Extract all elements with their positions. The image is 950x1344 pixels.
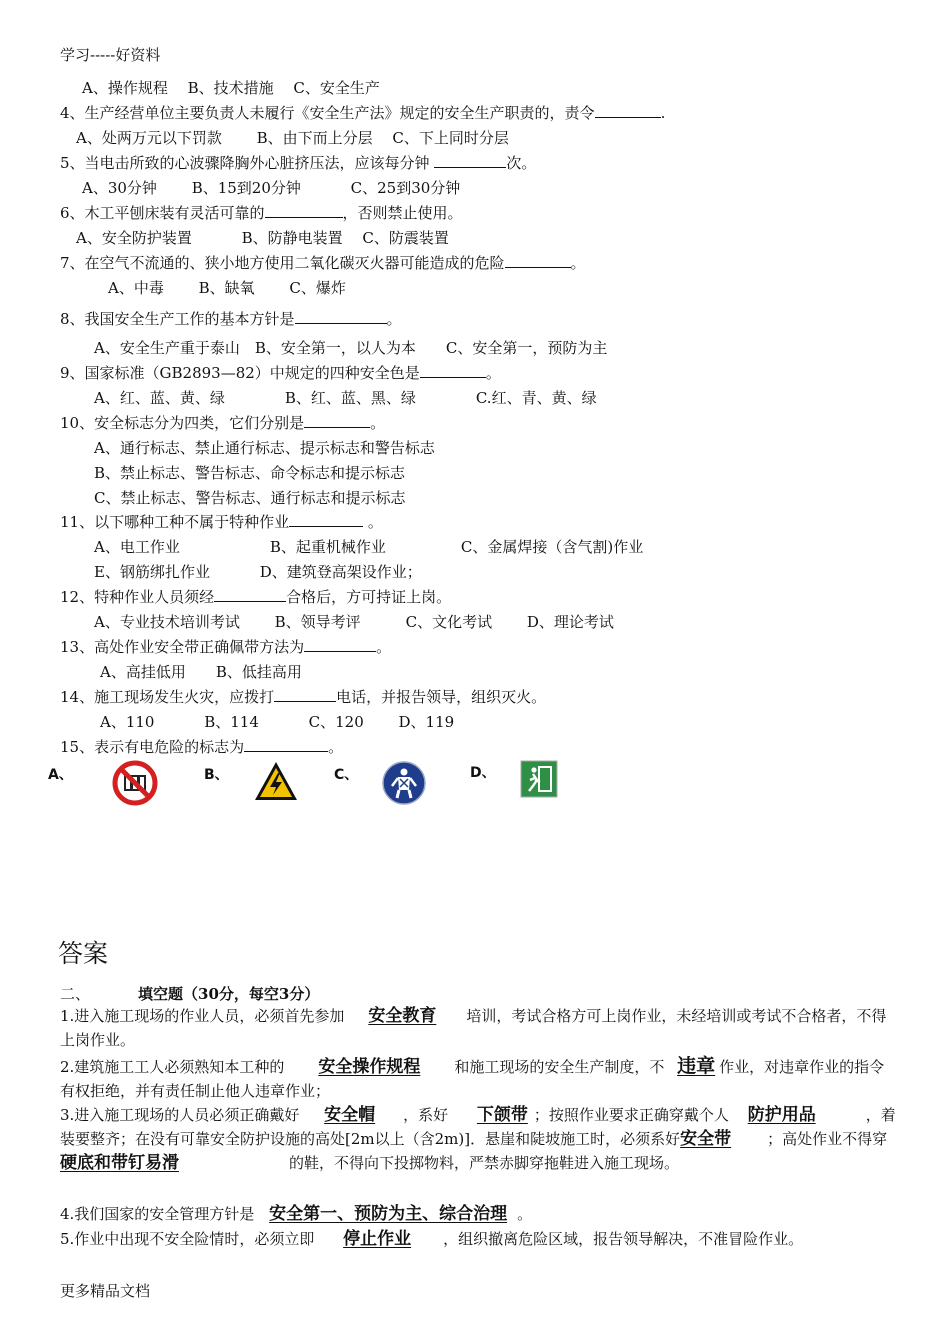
q13-options: A、高挂低用 B、低挂高用 [100, 663, 302, 681]
q10-stem: 10、安全标志分为四类，它们分别是 。 [60, 414, 386, 432]
q15-label-d: D、 [470, 765, 496, 781]
q10-option-c: C、禁止标志、警告标志、通行标志和提示标志 [94, 489, 406, 507]
q13-stem: 13、高处作业安全带正确佩带方法为 。 [60, 638, 392, 656]
q7-options: A、中毒 B、缺氧 C、爆炸 [108, 279, 346, 297]
safety-harness-mandatory-icon [381, 760, 427, 806]
q15-label-a: A、 [48, 767, 73, 783]
answer-4: 4.我们国家的安全管理方针是 安全第一、预防为主、综合治理 。 [60, 1204, 533, 1224]
q3-options: A、操作规程 B、技术措施 C、安全生产 [82, 79, 380, 97]
q8-stem: 8、我国安全生产工作的基本方针是 。 [60, 310, 402, 328]
q7-stem: 7、在空气不流通的、狭小地方使用二氧化碳灭火器可能造成的危险 。 [60, 254, 586, 272]
answer-1: 1.进入施工现场的作业人员，必须首先参加 安全教育 培训，考试合格方可上岗作业，未经培训或考试不合格者，不得上岗作业。 [60, 1006, 887, 1049]
emergency-exit-icon [520, 760, 558, 798]
q10-option-a: A、通行标志、禁止通行标志、提示标志和警告标志 [94, 439, 435, 457]
answer-2: 2.建筑施工工人必须熟知本工种的 安全操作规程 和施工现场的安全生产制度，不 违章 作业，对违章作业的指令有权拒绝，并有责任制止他人违章作业； [60, 1055, 885, 1100]
section-heading: 二、 填空题（30分，每空3分） [60, 985, 320, 1003]
q12-stem: 12、特种作业人员须经 合格后，方可持证上岗。 [60, 588, 452, 606]
q14-options: A、110 B、114 C、120 D、119 [100, 713, 455, 731]
answer-title: 答案 [58, 939, 109, 968]
prohibition-sign-icon [112, 760, 158, 806]
q11-options-1: A、电工作业 B、起重机械作业 C、金属焊接（含气割)作业 [94, 538, 644, 556]
q6-stem: 6、木工平刨床装有灵活可靠的 ，否则禁止使用。 [60, 204, 463, 222]
q4-stem: 4、生产经营单位主要负责人未履行《安全生产法》规定的安全生产职责的，责令 . [60, 104, 666, 122]
q10-option-b: B、禁止标志、警告标志、命令标志和提示标志 [94, 464, 406, 482]
page-footer: 更多精品文档 [60, 1282, 151, 1300]
q15-label-b: B、 [204, 767, 229, 783]
answer-5: 5.作业中出现不安全险情时，必须立即 停止作业 ，组织撤离危险区域，报告领导解决，不准冒险作业。 [60, 1229, 804, 1249]
q15-stem: 15、表示有电危险的标志为 。 [60, 738, 344, 756]
page-header: 学习-----好资料 [60, 46, 161, 64]
q11-stem: 11、以下哪种工种不属于特种作业 。 [60, 513, 383, 531]
q14-stem: 14、施工现场发生火灾，应拨打 电话，并报告领导，组织灭火。 [60, 688, 547, 706]
answer-3: 3.进入施工现场的人员必须正确戴好 安全帽 ，系好 下颌带 ；按照作业要求正确穿戴个人 防护用品 ，着装要整齐；在没有可靠安全防护设施的高处[2m以上（含2m)]．悬崖和陡坡施工时，必须系好安全带 ；高处作业不得穿硬底和带钉易滑 的鞋，不得向下投掷物料，严禁赤脚穿拖鞋进入施工现场。 [60, 1105, 896, 1173]
q12-options: A、专业技术培训考试 B、领导考评 C、文化考试 D、理论考试 [94, 613, 614, 631]
q4-options: A、处两万元以下罚款 B、由下而上分层 C、下上同时分层 [76, 129, 509, 147]
q9-options: A、红、蓝、黄、绿 B、红、蓝、黑、绿 C.红、青、黄、绿 [94, 389, 597, 407]
q8-options: A、安全生产重于泰山 B、安全第一，以人为本 C、安全第一，预防为主 [94, 339, 608, 357]
q9-stem: 9、国家标准（GB2893—82）中规定的四种安全色是 。 [60, 364, 501, 382]
electric-hazard-warning-icon [253, 760, 299, 802]
q5-options: A、30分钟 B、15到20分钟 C、25到30分钟 [82, 179, 461, 197]
q11-options-2: E、钢筋绑扎作业 D、建筑登高架设作业； [94, 563, 422, 581]
q6-options: A、安全防护装置 B、防静电装置 C、防震装置 [76, 229, 449, 247]
q5-stem: 5、当电击所致的心波骤降胸外心脏挤压法，应该每分钟 次。 [60, 154, 537, 172]
q15-label-c: C、 [334, 767, 359, 783]
